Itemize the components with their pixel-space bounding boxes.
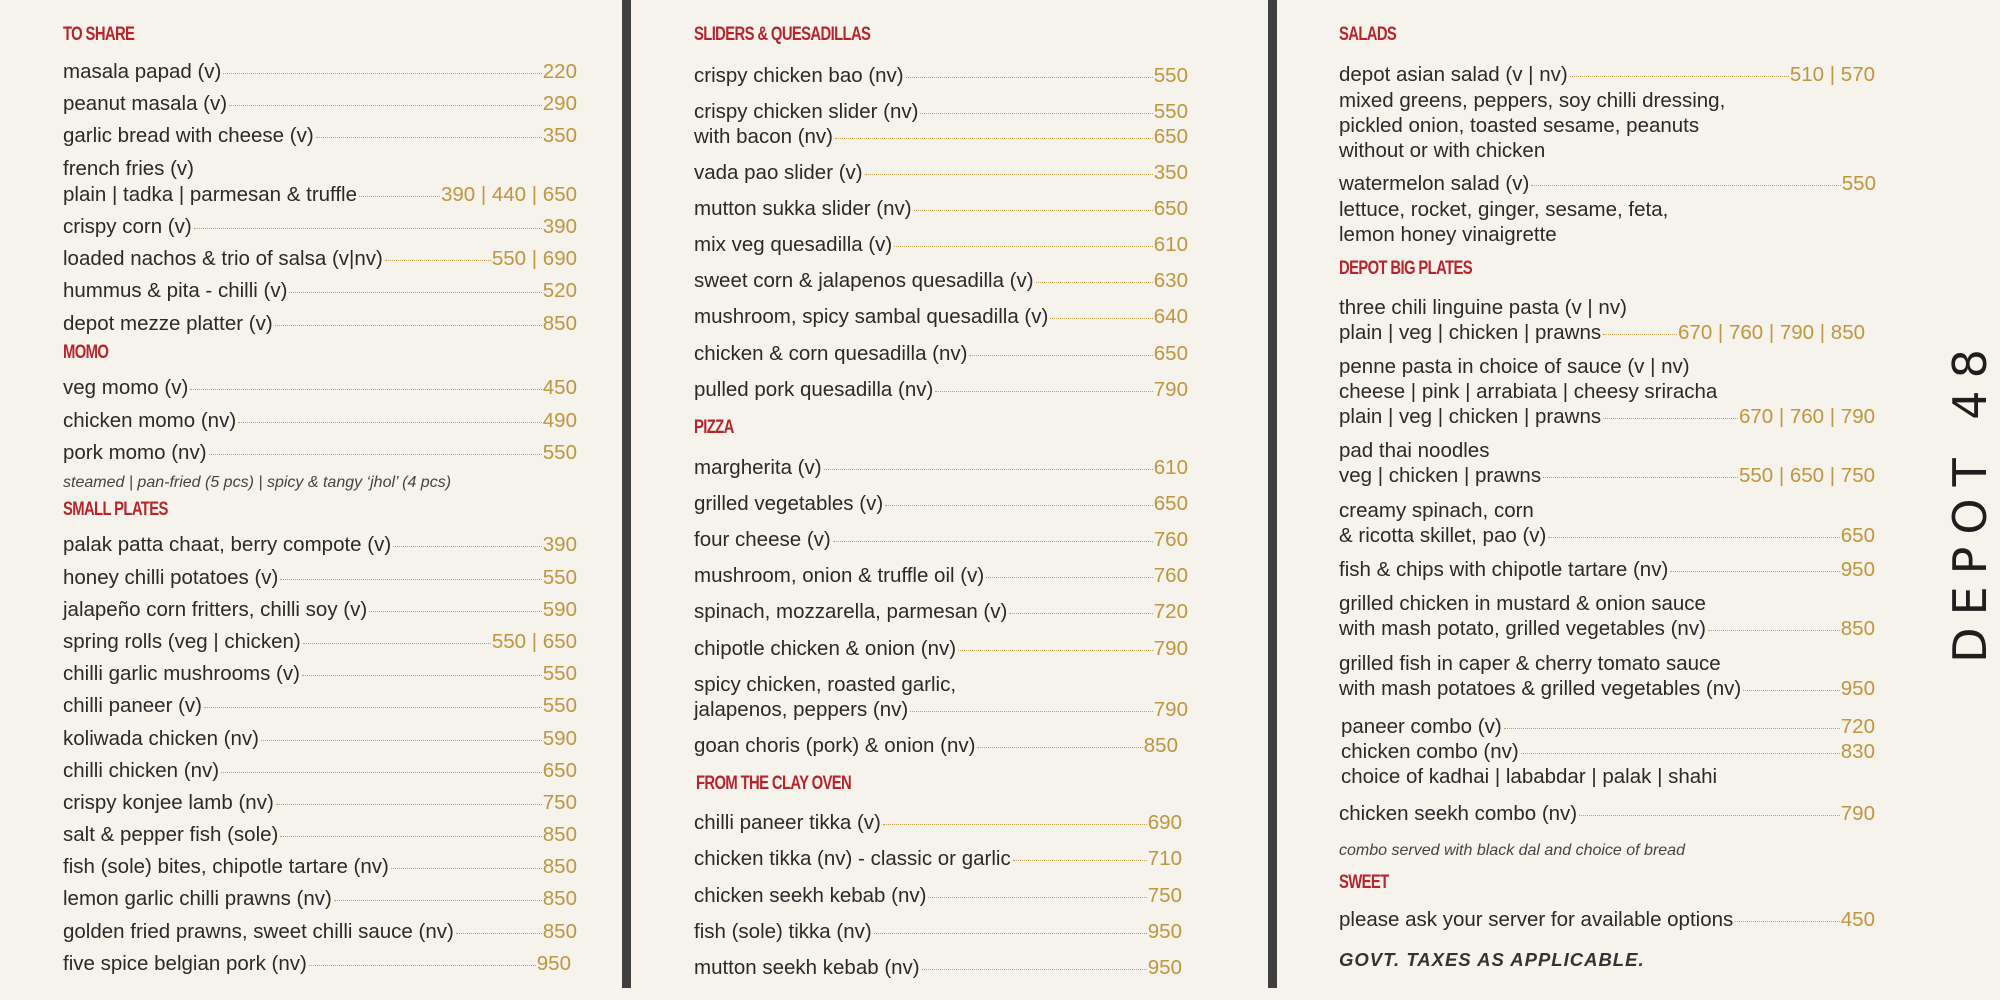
momo-note: steamed | pan-fried (5 pcs) | spicy & tangy ‘jhol’ (4 pcs) bbox=[63, 474, 452, 491]
menu-item: spinach, mozzarella, parmesan (v) 720 bbox=[694, 600, 1188, 623]
menu-item: four cheese (v) 760 bbox=[694, 528, 1188, 551]
menu-item: depot asian salad (v | nv) 510 | 570 bbox=[1339, 63, 1875, 86]
menu-item: fish & chips with chipotle tartare (nv) 950 bbox=[1339, 558, 1875, 581]
menu-item-title: grilled fish in caper & cherry tomato sauce bbox=[1339, 652, 1721, 675]
menu-item-title: penne pasta in choice of sauce (v | nv) bbox=[1339, 355, 1690, 378]
menu-item: mix veg quesadilla (v) 610 bbox=[694, 233, 1188, 256]
menu-item: sweet corn & jalapenos quesadilla (v) 630 bbox=[694, 269, 1188, 292]
menu-item: chilli paneer (v) 550 bbox=[63, 694, 577, 717]
menu-item: crispy konjee lamb (nv) 750 bbox=[63, 791, 577, 814]
menu-item: mutton sukka slider (nv) 650 bbox=[694, 197, 1188, 220]
menu-item-title: creamy spinach, corn bbox=[1339, 499, 1534, 522]
menu-item: chipotle chicken & onion (nv) 790 bbox=[694, 637, 1188, 660]
menu-item: chicken & corn quesadilla (nv) 650 bbox=[694, 342, 1188, 365]
menu-item-title: spicy chicken, roasted garlic, bbox=[694, 673, 957, 696]
menu-item: mutton seekh kebab (nv) 950 bbox=[694, 956, 1182, 979]
section-heading-small-plates: SMALL PLATES bbox=[63, 499, 168, 520]
menu-item: chilli paneer tikka (v) 690 bbox=[694, 811, 1182, 834]
section-heading-sweet: SWEET bbox=[1339, 872, 1389, 893]
menu-item-description: without or with chicken bbox=[1339, 139, 1546, 162]
menu-item: depot mezze platter (v) 850 bbox=[63, 312, 577, 335]
menu-item: margherita (v) 610 bbox=[694, 456, 1188, 479]
menu-item: salt & pepper fish (sole) 850 bbox=[63, 823, 577, 846]
menu-item: fish (sole) bites, chipotle tartare (nv) 850 bbox=[63, 855, 577, 878]
menu-item-title: three chili linguine pasta (v | nv) bbox=[1339, 296, 1627, 319]
menu-item: goan choris (pork) & onion (nv) 850 bbox=[694, 734, 1178, 757]
section-heading-to-share: TO SHARE bbox=[63, 24, 135, 45]
menu-item: paneer combo (v) 720 bbox=[1341, 715, 1875, 738]
menu-item: crispy chicken slider (nv) 550 bbox=[694, 100, 1188, 123]
menu-item: pulled pork quesadilla (nv) 790 bbox=[694, 378, 1188, 401]
menu-item: jalapeño corn fritters, chilli soy (v) 590 bbox=[63, 598, 577, 621]
menu-item: plain | tadka | parmesan & truffle 390 | 440 | 650 bbox=[63, 183, 577, 206]
menu-item: & ricotta skillet, pao (v) 650 bbox=[1339, 524, 1875, 547]
menu-item: chicken momo (nv) 490 bbox=[63, 409, 577, 432]
menu-item: honey chilli potatoes (v) 550 bbox=[63, 566, 577, 589]
menu-item: chicken seekh combo (nv) 790 bbox=[1339, 802, 1875, 825]
menu-item: hummus & pita - chilli (v) 520 bbox=[63, 279, 577, 302]
section-heading-big-plates: DEPOT BIG PLATES bbox=[1339, 258, 1473, 279]
menu-item: watermelon salad (v) 550 bbox=[1339, 172, 1876, 195]
menu-item-description: pickled onion, toasted sesame, peanuts bbox=[1339, 114, 1700, 137]
menu-item: pork momo (nv) 550 bbox=[63, 441, 577, 464]
menu-item: masala papad (v) 220 bbox=[63, 60, 577, 83]
menu-item: palak patta chaat, berry compote (v) 390 bbox=[63, 533, 577, 556]
menu-item: crispy chicken bao (nv) 550 bbox=[694, 64, 1188, 87]
menu-item: chicken seekh kebab (nv) 750 bbox=[694, 884, 1182, 907]
menu-item: garlic bread with cheese (v) 350 bbox=[63, 124, 577, 147]
menu-item: spring rolls (veg | chicken) 550 | 650 bbox=[63, 630, 577, 653]
section-heading-sliders: SLIDERS & QUESADILLAS bbox=[694, 24, 871, 45]
menu-item: vada pao slider (v) 350 bbox=[694, 161, 1188, 184]
menu-item: chilli chicken (nv) 650 bbox=[63, 759, 577, 782]
menu-item: loaded nachos & trio of salsa (v|nv) 550 | 690 bbox=[63, 247, 577, 270]
menu-item-title: grilled chicken in mustard & onion sauce bbox=[1339, 592, 1706, 615]
section-heading-momo: MOMO bbox=[63, 342, 109, 363]
menu-item-title: pad thai noodles bbox=[1339, 439, 1490, 462]
menu-item-description: cheese | pink | arrabiata | cheesy sriracha bbox=[1339, 380, 1718, 403]
menu-item: peanut masala (v) 290 bbox=[63, 92, 577, 115]
menu-item: mushroom, spicy sambal quesadilla (v) 640 bbox=[694, 305, 1188, 328]
menu-item: chicken tikka (nv) - classic or garlic 710 bbox=[694, 847, 1182, 870]
menu-item: lemon garlic chilli prawns (nv) 850 bbox=[63, 887, 577, 910]
column-divider-left bbox=[622, 0, 631, 988]
menu-item-description: lettuce, rocket, ginger, sesame, feta, bbox=[1339, 198, 1669, 221]
menu-item: golden fried prawns, sweet chilli sauce (nv) 850 bbox=[63, 920, 577, 943]
brand-logo-text: DEPOT 48 bbox=[1943, 337, 1997, 663]
section-heading-pizza: PIZZA bbox=[694, 417, 734, 438]
menu-item: chilli garlic mushrooms (v) 550 bbox=[63, 662, 577, 685]
combo-note: combo served with black dal and choice of bread bbox=[1339, 842, 1685, 859]
menu-item: please ask your server for available options 450 bbox=[1339, 908, 1875, 931]
menu-item: koliwada chicken (nv) 590 bbox=[63, 727, 577, 750]
menu-item: fish (sole) tikka (nv) 950 bbox=[694, 920, 1182, 943]
menu-item: with bacon (nv) 650 bbox=[694, 125, 1188, 148]
menu-item: jalapenos, peppers (nv) 790 bbox=[694, 698, 1188, 721]
menu-item-title: french fries (v) bbox=[63, 157, 194, 180]
combo-choice: choice of kadhai | lababdar | palak | shahi bbox=[1341, 765, 1718, 788]
menu-item: plain | veg | chicken | prawns 670 | 760 | 790 | 850 bbox=[1339, 321, 1865, 344]
menu-item-description: mixed greens, peppers, soy chilli dressing, bbox=[1339, 89, 1726, 112]
menu-item: grilled vegetables (v) 650 bbox=[694, 492, 1188, 515]
menu-item: mushroom, onion & truffle oil (v) 760 bbox=[694, 564, 1188, 587]
menu-item: with mash potatoes & grilled vegetables (nv) 950 bbox=[1339, 677, 1875, 700]
menu-item: veg | chicken | prawns 550 | 650 | 750 bbox=[1339, 464, 1875, 487]
menu-item: with mash potato, grilled vegetables (nv) 850 bbox=[1339, 617, 1875, 640]
section-heading-salads: SALADS bbox=[1339, 24, 1397, 45]
menu-item: crispy corn (v) 390 bbox=[63, 215, 577, 238]
menu-item: veg momo (v) 450 bbox=[63, 376, 577, 399]
menu-item: five spice belgian pork (nv) 950 bbox=[63, 952, 571, 975]
menu-item: chicken combo (nv) 830 bbox=[1341, 740, 1875, 763]
section-heading-clay-oven: FROM THE CLAY OVEN bbox=[696, 773, 852, 794]
taxes-note: GOVT. TAXES AS APPLICABLE. bbox=[1339, 949, 1645, 970]
menu-item: plain | veg | chicken | prawns 670 | 760 | 790 bbox=[1339, 405, 1875, 428]
column-divider-right bbox=[1268, 0, 1277, 988]
menu-item-description: lemon honey vinaigrette bbox=[1339, 223, 1557, 246]
